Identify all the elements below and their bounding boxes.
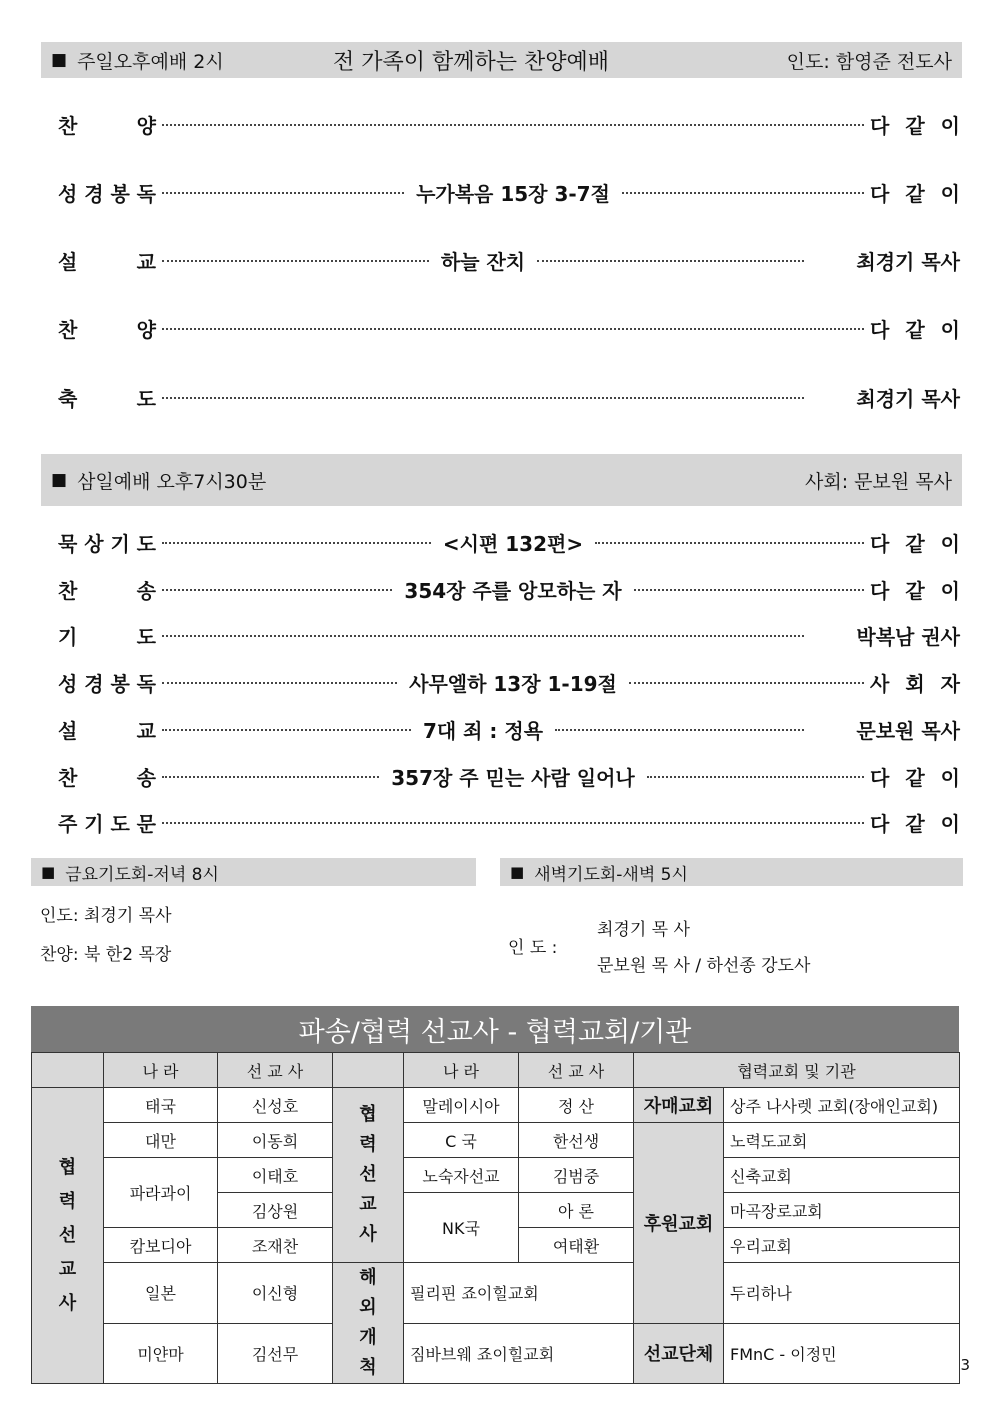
wednesday-item-label: 주 기 도 문 xyxy=(58,812,156,836)
dot-leader xyxy=(162,682,397,684)
dot-leader xyxy=(634,589,864,591)
wednesday-item xyxy=(58,808,960,837)
sunday-service-time: 주일오후예배 2시 xyxy=(77,50,224,73)
wednesday-item-label: 찬 송 xyxy=(58,766,156,790)
wednesday-item xyxy=(58,715,960,744)
country-cell: 파라과이 xyxy=(104,1158,218,1228)
dot-leader xyxy=(162,124,864,126)
sunday-item xyxy=(58,178,960,207)
dot-leader xyxy=(162,729,411,731)
dot-leader xyxy=(162,776,379,778)
dot-leader xyxy=(537,260,804,262)
wednesday-item xyxy=(58,528,960,557)
missionary-cell: 이신형 xyxy=(218,1263,333,1324)
overseas-church: 짐바브웨 죠이힐교회 xyxy=(404,1323,634,1384)
sunday-item-label: 성 경 봉 독 xyxy=(58,182,156,206)
support-church: 두리하나 xyxy=(724,1263,960,1324)
wednesday-item-detail: 7대 죄 : 정욕 xyxy=(422,719,544,743)
country-cell: 대만 xyxy=(104,1123,218,1158)
wednesday-item-label: 설 교 xyxy=(58,719,156,743)
support-church-label: 후원교회 xyxy=(634,1123,724,1324)
wednesday-item-label: 찬 송 xyxy=(58,579,156,603)
missionary-cell: 정 산 xyxy=(519,1088,634,1123)
dawn-prayer-title: 새벽기도회-새벽 5시 xyxy=(534,864,688,885)
header-missionary: 선 교 사 xyxy=(218,1053,333,1088)
wednesday-item-label: 성 경 봉 독 xyxy=(58,672,156,696)
wednesday-item-detail: 사무엘하 13장 1-19절 xyxy=(409,672,617,696)
country-cell: C 국 xyxy=(404,1123,519,1158)
wednesday-item-person: 문보원 목사 xyxy=(856,719,960,743)
missionary-cell: 한선생 xyxy=(519,1123,634,1158)
square-bullet-icon: ■ xyxy=(51,470,68,490)
header-missionary: 선 교 사 xyxy=(519,1053,634,1088)
wednesday-item-person: 다 같 이 xyxy=(870,812,960,836)
wednesday-service-leader: 사회: 문보원 목사 xyxy=(805,470,952,493)
friday-leader: 인도: 최경기 목사 xyxy=(40,906,172,926)
sister-church: 상주 나사렛 교회(장애인교회) xyxy=(724,1088,960,1123)
country-cell: 노숙자선교 xyxy=(404,1158,519,1193)
square-bullet-icon: ■ xyxy=(41,863,56,881)
dot-leader xyxy=(162,328,864,330)
missionary-cell: 여태환 xyxy=(519,1228,634,1263)
group-coop-missionary: 협 력 선 교 사 xyxy=(32,1088,104,1384)
dot-leader xyxy=(162,542,431,544)
wednesday-item xyxy=(58,575,960,604)
wednesday-item xyxy=(58,668,960,697)
sunday-item-label: 축 도 xyxy=(58,387,156,411)
country-cell: NK국 xyxy=(404,1193,519,1263)
sunday-item-person: 다 같 이 xyxy=(870,182,960,206)
sunday-item-label: 찬 양 xyxy=(58,114,156,138)
missionary-cell: 김선무 xyxy=(218,1323,333,1384)
dot-leader xyxy=(162,260,429,262)
sunday-item-person: 다 같 이 xyxy=(870,318,960,342)
dot-leader xyxy=(647,776,864,778)
sunday-service-bar xyxy=(41,42,962,78)
country-cell: 말레이시아 xyxy=(404,1088,519,1123)
friday-praise: 찬양: 북 한2 목장 xyxy=(40,945,172,965)
country-cell: 캄보디아 xyxy=(104,1228,218,1263)
sunday-item-label: 찬 양 xyxy=(58,318,156,342)
sunday-item-person: 최경기 목사 xyxy=(856,250,960,274)
sister-church-label: 자매교회 xyxy=(634,1088,724,1123)
country-cell: 태국 xyxy=(104,1088,218,1123)
header-empty xyxy=(333,1053,404,1088)
country-cell: 일본 xyxy=(104,1263,218,1324)
sunday-item xyxy=(58,246,960,275)
wednesday-item xyxy=(58,762,960,791)
wednesday-service-bar xyxy=(41,454,962,506)
friday-prayer-bar xyxy=(31,858,476,886)
missionary-cell: 이동희 xyxy=(218,1123,333,1158)
wednesday-item-person: 박복남 권사 xyxy=(856,625,960,649)
support-church: 노력도교회 xyxy=(724,1123,960,1158)
header-church: 협력교회 및 기관 xyxy=(634,1053,960,1088)
sunday-item xyxy=(58,383,960,412)
sunday-item-person: 최경기 목사 xyxy=(856,387,960,411)
sunday-item-detail: 하늘 잔치 xyxy=(440,250,526,274)
missionary-cell: 이태호 xyxy=(218,1158,333,1193)
header-country: 나 라 xyxy=(404,1053,519,1088)
country-cell: 미얀마 xyxy=(104,1323,218,1384)
wednesday-item-person: 다 같 이 xyxy=(870,532,960,556)
wednesday-item-detail: 354장 주를 앙모하는 자 xyxy=(404,579,622,603)
dot-leader xyxy=(629,682,864,684)
mission-org-label: 선교단체 xyxy=(634,1323,724,1384)
missionary-cell: 신성호 xyxy=(218,1088,333,1123)
group-overseas: 해 외 개 척 xyxy=(333,1263,404,1384)
missionary-cell: 아 론 xyxy=(519,1193,634,1228)
dawn-leader-1: 최경기 목 사 xyxy=(597,920,690,940)
dot-leader xyxy=(595,542,864,544)
sunday-service-title: 전 가족이 함께하는 찬양예배 xyxy=(333,49,610,75)
header-empty xyxy=(32,1053,104,1088)
sunday-item xyxy=(58,110,960,139)
dot-leader xyxy=(555,729,804,731)
sunday-item-detail: 누가복음 15장 3-7절 xyxy=(416,182,610,206)
dot-leader xyxy=(162,635,804,637)
square-bullet-icon: ■ xyxy=(51,50,68,70)
wednesday-item-person: 다 같 이 xyxy=(870,766,960,790)
wednesday-item xyxy=(58,621,960,650)
missions-title: 파송/협력 선교사 - 협력교회/기관 xyxy=(31,1006,959,1052)
wednesday-item-label: 묵 상 기 도 xyxy=(58,532,156,556)
wednesday-item-detail: <시편 132편> xyxy=(442,532,584,556)
sunday-service-leader: 인도: 함영준 전도사 xyxy=(786,50,952,73)
support-church: 마곡장로교회 xyxy=(724,1193,960,1228)
dot-leader xyxy=(162,397,804,399)
missionary-cell: 조재찬 xyxy=(218,1228,333,1263)
support-church: 신축교회 xyxy=(724,1158,960,1193)
wednesday-item-label: 기 도 xyxy=(58,625,156,649)
missions-table xyxy=(31,1052,960,1384)
friday-prayer-title: 금요기도회-저녁 8시 xyxy=(65,864,219,885)
wednesday-service-time: 삼일예배 오후7시30분 xyxy=(77,470,267,493)
page-number: 3 xyxy=(960,1356,970,1374)
overseas-church: 필리핀 죠이힐교회 xyxy=(404,1263,634,1324)
header-country: 나 라 xyxy=(104,1053,218,1088)
square-bullet-icon: ■ xyxy=(510,863,525,881)
sunday-item-label: 설 교 xyxy=(58,250,156,274)
dawn-leader-label: 인 도 : xyxy=(508,938,558,958)
dawn-prayer-bar xyxy=(500,858,963,886)
wednesday-item-detail: 357장 주 믿는 사람 일어나 xyxy=(391,766,635,790)
dot-leader xyxy=(162,192,404,194)
sunday-item xyxy=(58,314,960,343)
dot-leader xyxy=(622,192,864,194)
sunday-item-person: 다 같 이 xyxy=(870,114,960,138)
support-church: 우리교회 xyxy=(724,1228,960,1263)
dot-leader xyxy=(162,589,392,591)
missionary-cell: 김범중 xyxy=(519,1158,634,1193)
wednesday-item-person: 다 같 이 xyxy=(870,579,960,603)
dawn-leader-2: 문보원 목 사 / 하선종 강도사 xyxy=(597,956,811,976)
wednesday-item-person: 사 회 자 xyxy=(870,672,960,696)
missionary-cell: 김상원 xyxy=(218,1193,333,1228)
group-coop-missionary-2: 협 력 선 교 사 xyxy=(333,1088,404,1263)
mission-org: FMnC - 이정민 xyxy=(724,1323,960,1384)
dot-leader xyxy=(162,822,864,824)
